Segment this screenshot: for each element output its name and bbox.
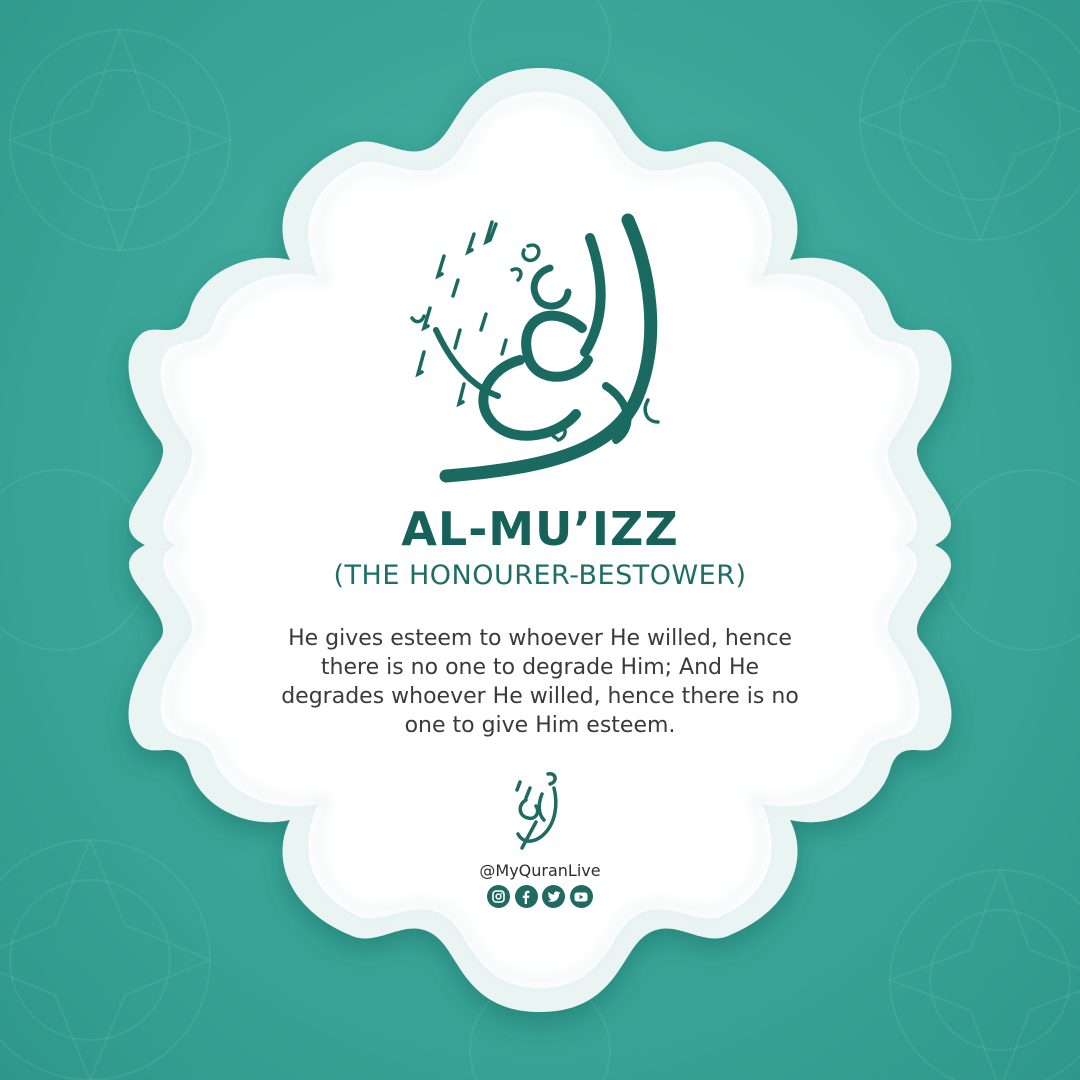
social-handle[interactable]: @MyQuranLive	[479, 861, 601, 880]
description-line: one to give Him esteem.	[404, 713, 676, 738]
social-icons	[487, 885, 593, 909]
brand-logo	[508, 770, 572, 854]
description-line: He gives esteem to whoever He willed, hence	[288, 626, 792, 651]
instagram-icon[interactable]	[487, 885, 510, 908]
facebook-icon[interactable]	[515, 885, 538, 908]
name-transliteration: AL-MU’IZZ	[401, 502, 679, 556]
description-line: there is no one to degrade Him; And He	[320, 655, 760, 680]
youtube-icon[interactable]	[570, 885, 593, 908]
arabic-calligraphy	[400, 210, 680, 490]
description-line: degrades whoever He willed, hence there is no	[281, 684, 799, 709]
twitter-icon[interactable]	[542, 885, 565, 908]
description-text	[220, 624, 860, 740]
name-meaning: (THE HONOURER-BESTOWER)	[333, 560, 747, 591]
